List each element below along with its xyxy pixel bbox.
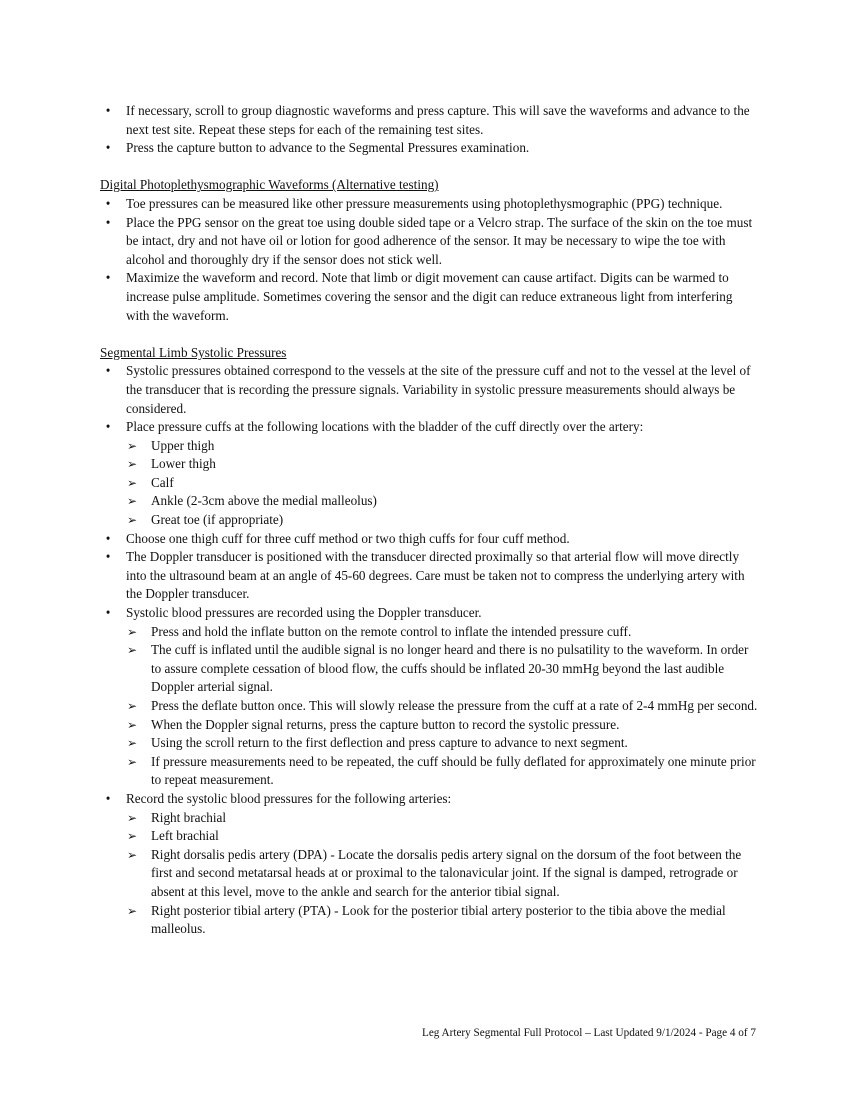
- list-item: [100, 604, 758, 790]
- bullet-text: The Doppler transducer is positioned with the transducer directed proximally so that arterial flow will move directly into the ultrasound beam at an angle of 45-60 degrees. Care must be taken not to compress the underlying artery with the Doppler transducer.: [126, 549, 745, 602]
- list-item: [100, 195, 758, 214]
- ppg-list: [100, 195, 758, 325]
- sub-list-item: [126, 846, 758, 902]
- bullet-icon: •: [105, 419, 111, 435]
- list-item: [100, 102, 758, 139]
- arrowhead-bullet-icon: ➢: [127, 810, 138, 825]
- section-heading-ppg: Digital Photoplethysmographic Waveforms (Alternative testing): [100, 177, 439, 193]
- sub-item-text: Using the scroll return to the first deflection and press capture to advance to next segment.: [151, 735, 628, 751]
- sub-list-item: [126, 753, 758, 790]
- sub-item-text: Right dorsalis pedis artery (DPA) - Locate the dorsalis pedis artery signal on the dorsum of the foot between the first and second metatarsal heads at or proximal to the talonavicular joint. If the signal is damped, retrograde or absent at this level, move to the ankle and search for the anterior tibial signal.: [151, 846, 742, 899]
- sub-list-item: [126, 827, 758, 846]
- arrowhead-bullet-icon: ➢: [127, 847, 138, 862]
- sub-item-text: Right brachial: [151, 809, 227, 825]
- sub-list-item: [126, 511, 758, 530]
- sub-list-item: [126, 623, 758, 642]
- sub-list-item: [126, 809, 758, 828]
- arrowhead-bullet-icon: ➢: [127, 829, 138, 844]
- bullet-text: Place the PPG sensor on the great toe using double sided tape or a Velcro strap. The surface of the skin on the toe must be intact, dry and not have oil or lotion for good adherence of the sensor. It may be necessary to wipe the toe with alcohol and thoroughly dry if the sensor does not stick well.: [126, 214, 753, 267]
- arrowhead-bullet-icon: ➢: [127, 494, 138, 509]
- arrowhead-bullet-icon: ➢: [127, 903, 138, 918]
- sub-item-text: If pressure measurements need to be repeated, the cuff should be fully deflated for approximately one minute prior to repeat measurement.: [151, 753, 756, 788]
- arrowhead-bullet-icon: ➢: [127, 457, 138, 472]
- sub-item-text: Left brachial: [151, 828, 219, 844]
- sub-item-text: Great toe (if appropriate): [151, 512, 284, 528]
- sub-list-item: [126, 734, 758, 753]
- doppler-steps-list: [126, 623, 758, 790]
- list-item: [100, 548, 758, 604]
- list-item: [100, 418, 758, 530]
- arteries-list: [126, 809, 758, 939]
- arrowhead-bullet-icon: ➢: [127, 475, 138, 490]
- sub-list-item: [126, 641, 758, 697]
- list-item: [100, 362, 758, 418]
- arrowhead-bullet-icon: ➢: [127, 513, 138, 528]
- sub-list-item: [126, 902, 758, 939]
- section-heading-segmental: Segmental Limb Systolic Pressures: [100, 344, 287, 360]
- arrowhead-bullet-icon: ➢: [127, 754, 138, 769]
- bullet-text: Systolic pressures obtained correspond to the vessels at the site of the pressure cuff and not to the vessel at the level of the transducer that is recording the pressure signals. Variability in systolic pressure measurements should always be considered.: [126, 363, 751, 416]
- bullet-text: Maximize the waveform and record. Note that limb or digit movement can cause artifact. Digits can be warmed to increase pulse amplitude. Sometimes covering the sensor and the digit can reduce extraneous light from interfering with the waveform.: [126, 270, 733, 323]
- bullet-text: Systolic blood pressures are recorded using the Doppler transducer.: [126, 605, 482, 621]
- bullet-icon: •: [105, 270, 111, 286]
- sub-list-item: [126, 455, 758, 474]
- bullet-icon: •: [105, 140, 111, 156]
- bullet-icon: •: [105, 549, 111, 565]
- intro-list: [100, 102, 758, 158]
- sub-list-item: [126, 474, 758, 493]
- list-item: [100, 269, 758, 325]
- segmental-list: [100, 362, 758, 938]
- page-footer: Leg Artery Segmental Full Protocol – Last Updated 9/1/2024 - Page 4 of 7: [421, 1027, 756, 1039]
- arrowhead-bullet-icon: ➢: [127, 643, 138, 658]
- bullet-icon: •: [105, 195, 111, 211]
- sub-list-item: [126, 437, 758, 456]
- sub-item-text: Press and hold the inflate button on the remote control to inflate the intended pressure cuff.: [151, 623, 632, 639]
- sub-list-item: [126, 697, 758, 716]
- bullet-icon: •: [105, 530, 111, 546]
- bullet-text: Place pressure cuffs at the following locations with the bladder of the cuff directly over the artery:: [126, 419, 644, 435]
- bullet-text: If necessary, scroll to group diagnostic waveforms and press capture. This will save the waveforms and advance to the next test site. Repeat these steps for each of the remaining test sites.: [126, 103, 750, 137]
- bullet-text: Choose one thigh cuff for three cuff method or two thigh cuffs for four cuff method.: [126, 530, 570, 546]
- bullet-icon: •: [105, 214, 111, 230]
- sub-item-text: Lower thigh: [151, 456, 216, 472]
- sub-item-text: Calf: [151, 474, 174, 490]
- bullet-icon: •: [105, 103, 111, 118]
- sub-list-item: [126, 492, 758, 511]
- bullet-icon: •: [105, 363, 111, 379]
- arrowhead-bullet-icon: ➢: [127, 438, 138, 453]
- arrowhead-bullet-icon: ➢: [127, 717, 138, 732]
- sub-item-text: Right posterior tibial artery (PTA) - Look for the posterior tibial artery posterior to the tibia above the medial malleolus.: [151, 902, 726, 937]
- sub-item-text: Upper thigh: [151, 437, 215, 453]
- arrowhead-bullet-icon: ➢: [127, 624, 138, 639]
- page-content: [100, 102, 758, 939]
- list-item: [100, 214, 758, 270]
- sub-item-text: When the Doppler signal returns, press the capture button to record the systolic pressure.: [151, 716, 620, 732]
- bullet-icon: •: [105, 605, 111, 621]
- bullet-text: Press the capture button to advance to the Segmental Pressures examination.: [126, 140, 530, 156]
- arrowhead-bullet-icon: ➢: [127, 736, 138, 751]
- list-item: [100, 790, 758, 939]
- arrowhead-bullet-icon: ➢: [127, 699, 138, 713]
- sub-list-item: [126, 716, 758, 735]
- bullet-icon: •: [105, 790, 111, 806]
- bullet-text: Toe pressures can be measured like other pressure measurements using photoplethysmographic (PPG) technique.: [126, 195, 723, 211]
- list-item: [100, 139, 758, 158]
- bullet-text: Record the systolic blood pressures for the following arteries:: [126, 790, 452, 806]
- sub-item-text: Press the deflate button once. This will slowly release the pressure from the cuff at a rate of 2-4 mmHg per second.: [151, 698, 758, 713]
- sub-item-text: Ankle (2-3cm above the medial malleolus): [151, 493, 377, 509]
- cuff-locations-list: [126, 437, 758, 530]
- sub-item-text: The cuff is inflated until the audible signal is no longer heard and there is no pulsatility to the waveform. In order to assure complete cessation of blood flow, the cuffs should be inflated 20-30 mmHg beyond the last audible Doppler arterial signal.: [151, 642, 749, 695]
- list-item: [100, 530, 758, 549]
